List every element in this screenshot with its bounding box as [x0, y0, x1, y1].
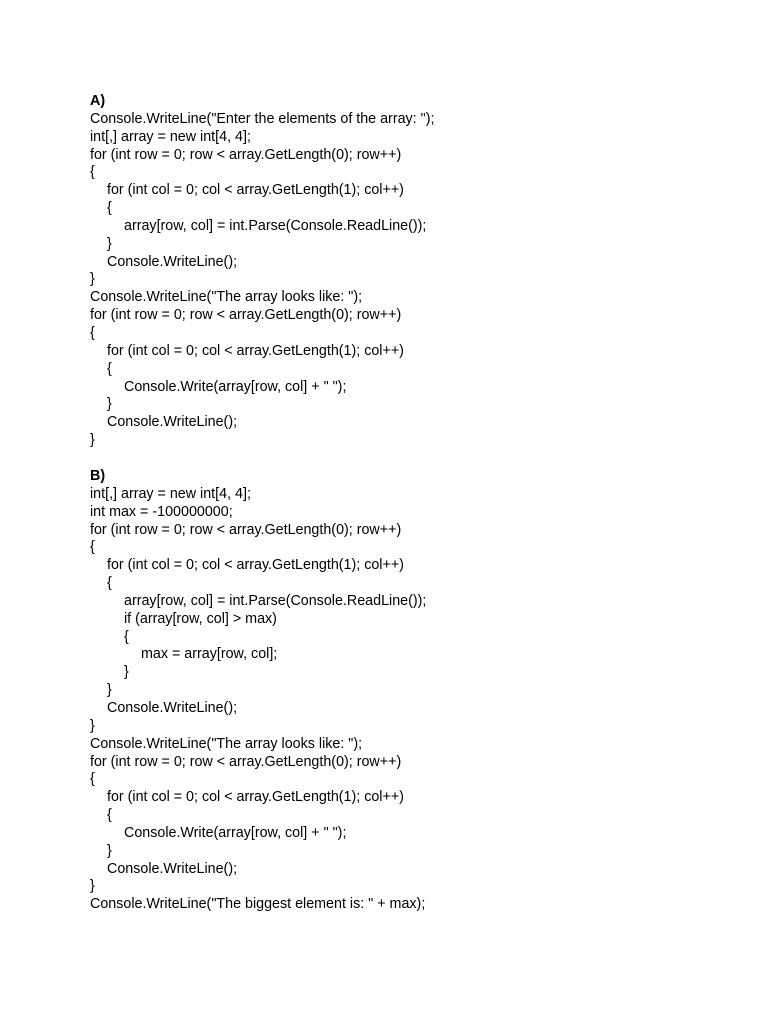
code-line: {: [90, 539, 95, 556]
code-line: int[,] array = new int[4, 4];: [90, 485, 251, 502]
code-line: for (int col = 0; col < array.GetLength(1); col++): [107, 557, 404, 574]
code-line: {: [107, 575, 112, 592]
code-section-b: [90, 468, 690, 914]
code-line: Console.WriteLine("The biggest element is: " + max);: [90, 896, 426, 913]
code-line: {: [107, 200, 112, 217]
section-a-code: [90, 111, 690, 450]
code-line: Console.WriteLine("The array looks like: ");: [90, 735, 363, 752]
section-a-heading: A): [90, 93, 106, 109]
code-line: Console.WriteLine();: [107, 699, 238, 716]
code-line: {: [90, 324, 95, 341]
code-line: }: [90, 717, 95, 734]
code-line: max = array[row, col];: [141, 646, 278, 663]
code-line: for (int col = 0; col < array.GetLength(1); col++): [107, 342, 404, 359]
section-b-heading: B): [90, 468, 106, 484]
section-b-code: [90, 486, 690, 914]
code-line: }: [107, 682, 112, 699]
code-line: }: [124, 664, 129, 681]
code-line: {: [107, 807, 112, 824]
code-line: {: [107, 360, 112, 377]
code-line: {: [124, 628, 129, 645]
code-line: for (int col = 0; col < array.GetLength(1); col++): [107, 182, 404, 199]
code-line: Console.Write(array[row, col] + " ");: [124, 378, 347, 395]
code-line: {: [90, 164, 95, 181]
code-line: Console.Write(array[row, col] + " ");: [124, 824, 347, 841]
code-line: for (int row = 0; row < array.GetLength(0); row++): [90, 307, 402, 324]
code-line: Console.WriteLine("Enter the elements of the array: ");: [90, 110, 435, 127]
code-line: int[,] array = new int[4, 4];: [90, 128, 251, 145]
code-line: if (array[row, col] > max): [124, 610, 277, 627]
code-line: Console.WriteLine();: [107, 414, 238, 431]
code-line: }: [107, 842, 112, 859]
code-line: array[row, col] = int.Parse(Console.ReadLine());: [124, 592, 427, 609]
code-line: for (int row = 0; row < array.GetLength(0); row++): [90, 146, 402, 163]
code-line: for (int col = 0; col < array.GetLength(1); col++): [107, 789, 404, 806]
code-line: }: [90, 432, 95, 449]
code-line: {: [90, 771, 95, 788]
code-line: }: [107, 396, 112, 413]
code-line: int max = -100000000;: [90, 503, 233, 520]
code-line: }: [90, 878, 95, 895]
code-line: for (int row = 0; row < array.GetLength(0); row++): [90, 521, 402, 538]
code-line: array[row, col] = int.Parse(Console.ReadLine());: [124, 217, 427, 234]
code-line: Console.WriteLine();: [107, 253, 238, 270]
code-line: for (int row = 0; row < array.GetLength(0); row++): [90, 753, 402, 770]
code-line: }: [90, 271, 95, 288]
code-section-a: [90, 93, 690, 450]
code-line: Console.WriteLine("The array looks like: ");: [90, 289, 363, 306]
code-line: Console.WriteLine();: [107, 860, 238, 877]
code-line: }: [107, 235, 112, 252]
